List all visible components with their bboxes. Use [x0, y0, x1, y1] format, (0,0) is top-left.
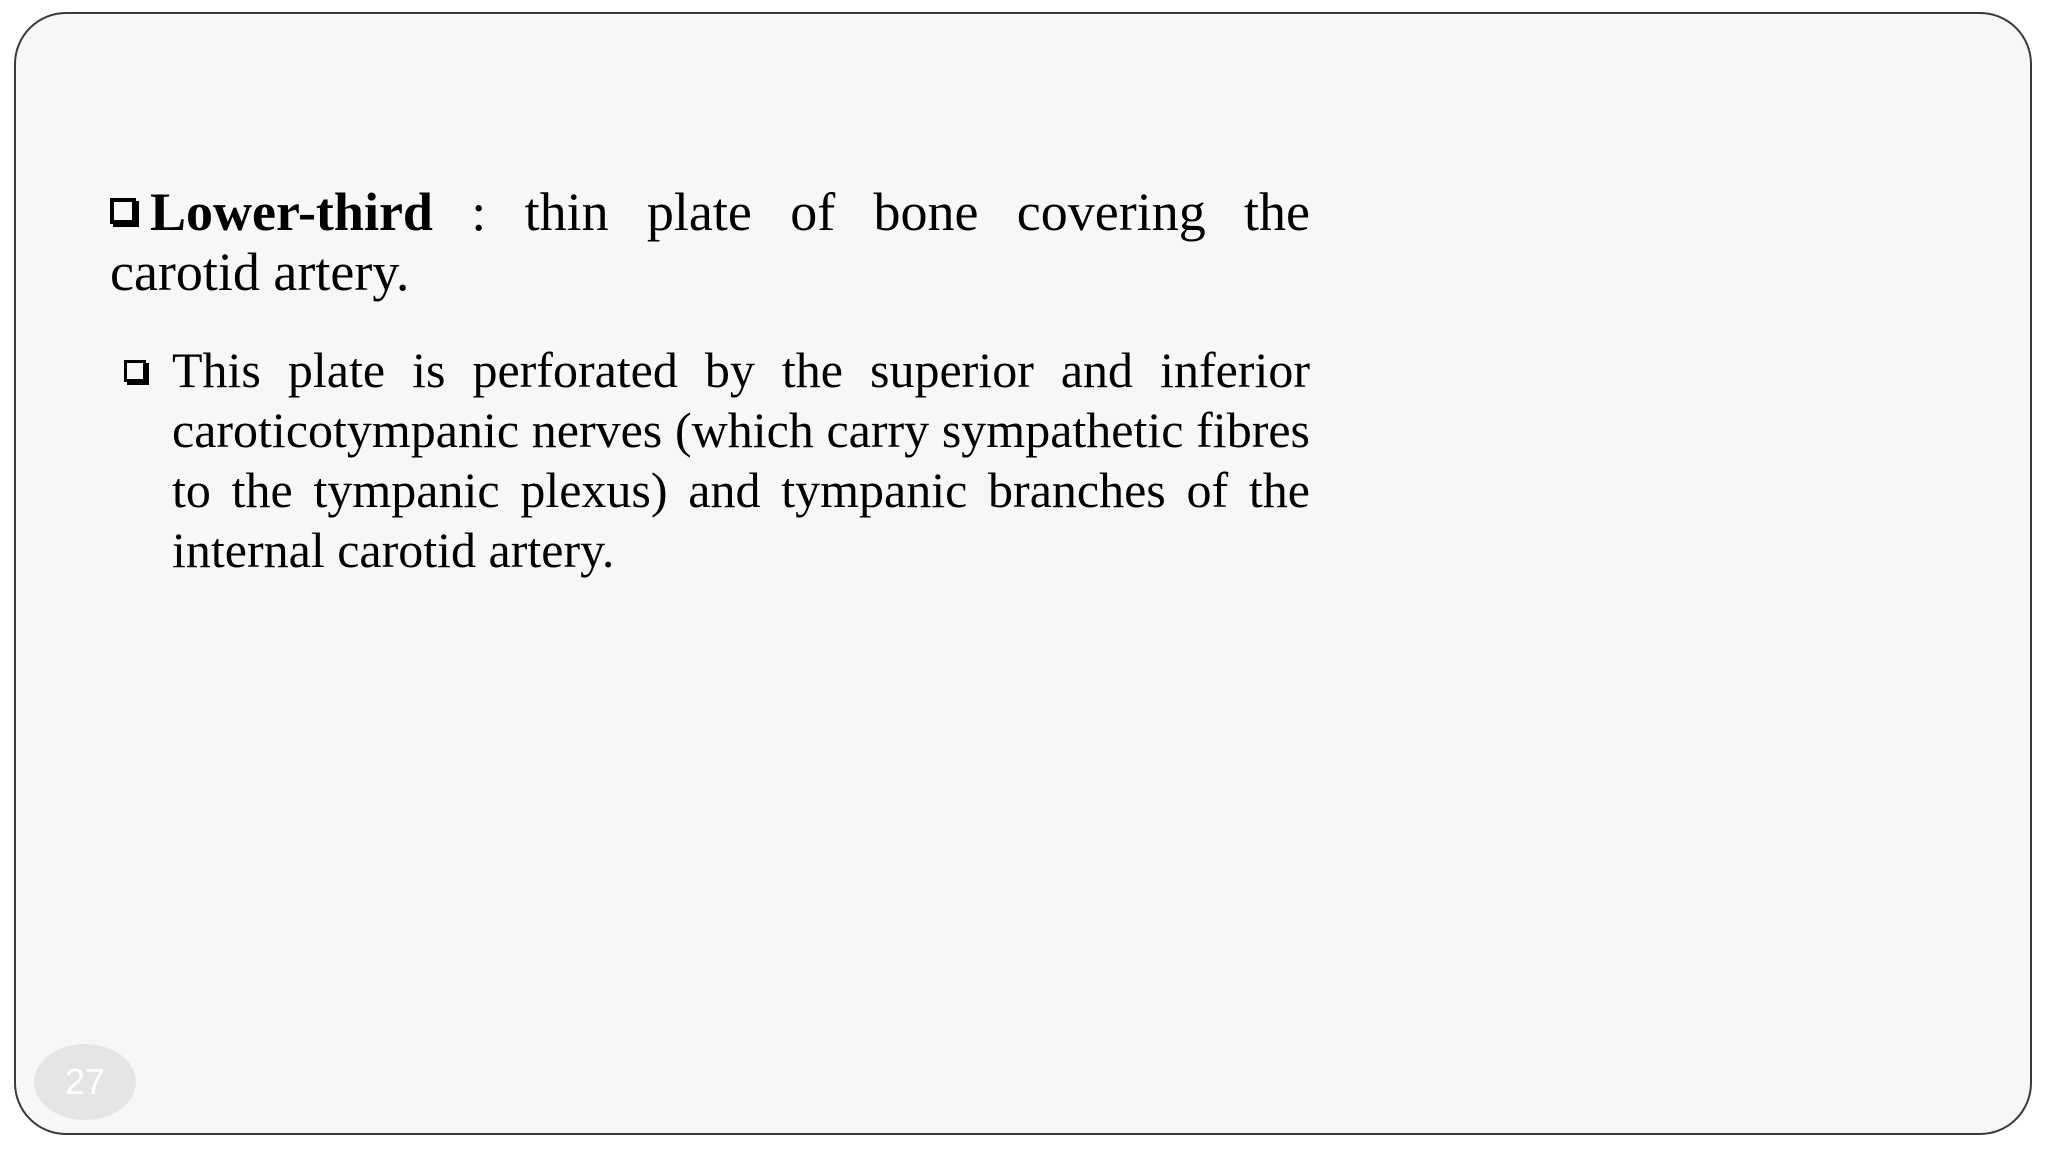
slide-number-badge [34, 1044, 136, 1120]
bullet-lower-third [110, 182, 1310, 302]
bullet-term: Lower-third [150, 182, 433, 242]
bullet-text: This plate is perforated by the superior and inferior caroticotympanic nerves (which carry sympathetic fibres to the tympanic plexus) and tympanic branches of the internal carotid artery. [172, 342, 1310, 578]
slide-content [110, 182, 1310, 580]
slide [14, 12, 2032, 1135]
bullet-perforated-plate [110, 340, 1310, 580]
bullet-line-2: carotid artery. [110, 242, 410, 302]
bullet-line-1 [110, 182, 1310, 242]
checkbox-bullet-icon [124, 360, 146, 382]
checkbox-bullet-icon [110, 198, 136, 224]
bullet-line1-text: : thin plate of bone covering the [432, 182, 1310, 242]
slide-number: 27 [64, 1061, 106, 1102]
